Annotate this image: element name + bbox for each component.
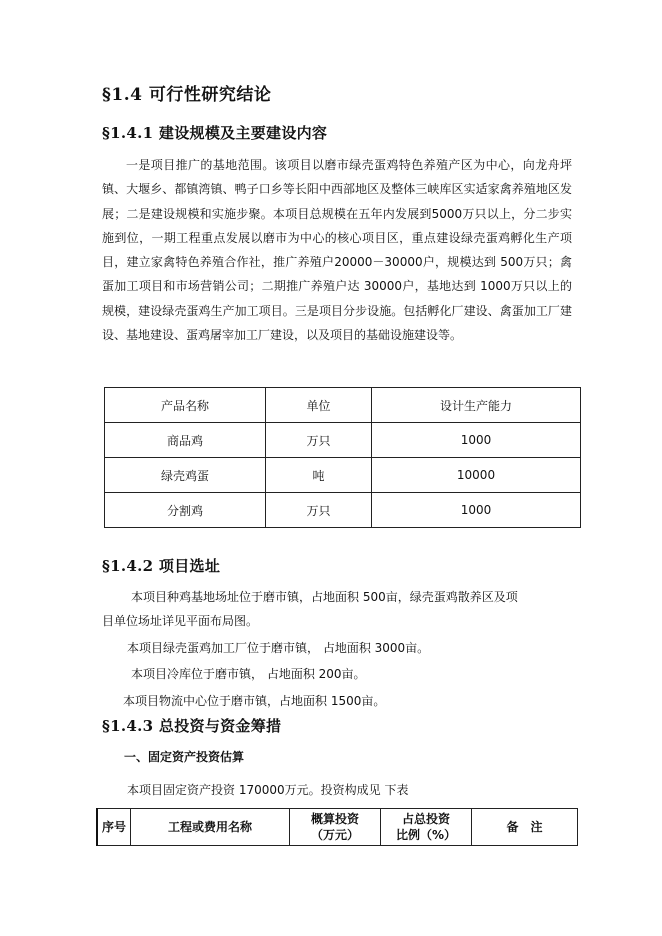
header-design-capacity: 设计生产能力 xyxy=(372,388,581,423)
section-title-1-4: §1.4 可行性研究结论 xyxy=(102,85,272,105)
header-estimated-investment-line1: 概算投资 xyxy=(310,812,359,826)
header-item-name: 工程或费用名称 xyxy=(131,809,290,846)
header-investment-ratio-line2: 比例（%） xyxy=(395,828,457,842)
section-title-1-4-3: §1.4.3 总投资与资金筹措 xyxy=(102,717,282,735)
site-line-5: 本项目物流中心位于磨市镇，占地面积 1500亩。 xyxy=(123,694,386,708)
cell-unit: 万只 xyxy=(266,423,372,458)
cell-capacity: 10000 xyxy=(372,458,581,493)
site-line-3: 本项目绿壳蛋鸡加工厂位于磨市镇， 占地面积 3000亩。 xyxy=(127,641,430,655)
cell-capacity: 1000 xyxy=(372,423,581,458)
header-investment-ratio xyxy=(381,809,472,846)
site-line-4: 本项目冷库位于磨市镇， 占地面积 200亩。 xyxy=(131,667,366,681)
construction-scale-paragraph: 一是项目推广的基地范围。该项目以磨市绿壳蛋鸡特色养殖产区为中心，向龙舟坪镇、大堰乡、都镇湾镇、鸭子口乡等长阳中西部地区及整体三峡库区实适家禽养殖地区发展；二是建设规模和实施步聚。本项目总规模在五年内发展到5000万只以上，分二步实施到位，一期工程重点发展以磨市为中心的核心项目区，重点建设绿壳蛋鸡孵化生产项目，建立家禽特色养殖合作社，推广养殖户20000－30000户，规模达到 500万只；禽蛋加工项目和市场营销公司；二期推广养殖户达 30000户，基地达到 1000万只以上的规模，建设绿壳蛋鸡生产加工项目。三是项目分步设施。包括孵化厂建设、禽蛋加工厂建设、基地建设、蛋鸡屠宰加工厂建设，以及项目的基础设施建设等。 xyxy=(102,158,572,343)
header-investment-ratio-line1: 占总投资 xyxy=(401,812,450,826)
site-line-2: 目单位场址详见平面布局图。 xyxy=(102,614,259,628)
cell-product: 商品鸡 xyxy=(105,423,266,458)
capacity-table-header-row xyxy=(105,388,581,423)
site-line-1: 本项目种鸡基地场址位于磨市镇，占地面积 500亩，绿壳蛋鸡散养区及项 xyxy=(131,590,518,604)
table-row xyxy=(105,423,581,458)
cell-product: 分割鸡 xyxy=(105,493,266,528)
header-seq: 序号 xyxy=(97,809,131,846)
table-row xyxy=(105,458,581,493)
section-title-1-4-2: §1.4.2 项目选址 xyxy=(102,557,221,575)
header-product-name: 产品名称 xyxy=(105,388,266,423)
investment-table xyxy=(96,808,578,846)
cell-capacity: 1000 xyxy=(372,493,581,528)
fixed-asset-subtitle: 一、固定资产投资估算 xyxy=(124,750,245,764)
investment-table-header-row xyxy=(97,809,578,846)
cell-product: 绿壳鸡蛋 xyxy=(105,458,266,493)
cell-unit: 吨 xyxy=(266,458,372,493)
section-title-1-4-1: §1.4.1 建设规模及主要建设内容 xyxy=(102,124,328,142)
header-remarks: 备 注 xyxy=(472,809,578,846)
header-estimated-investment xyxy=(290,809,381,846)
fixed-asset-text: 本项目固定资产投资 170000万元。投资构成见 下表 xyxy=(127,783,409,797)
header-unit: 单位 xyxy=(266,388,372,423)
table-row xyxy=(105,493,581,528)
capacity-table xyxy=(104,387,581,528)
cell-unit: 万只 xyxy=(266,493,372,528)
header-estimated-investment-line2: （万元） xyxy=(310,828,359,842)
